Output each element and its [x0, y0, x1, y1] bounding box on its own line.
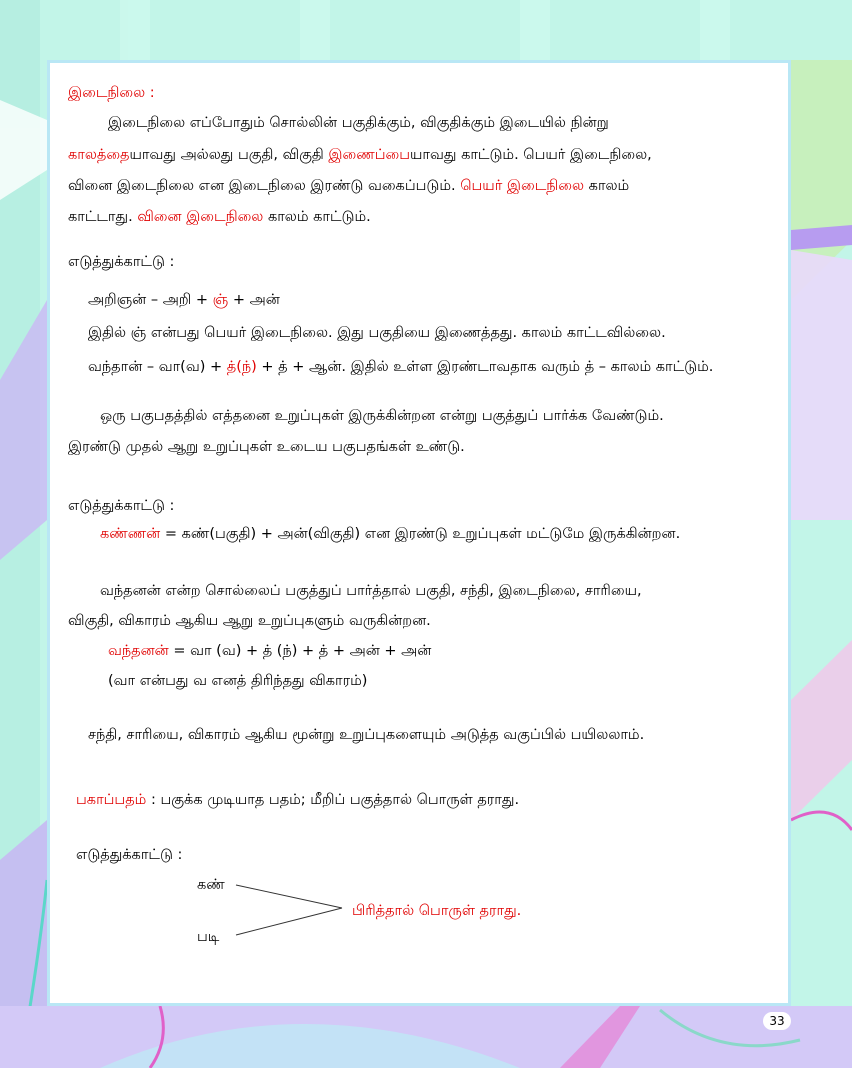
text-span: யாவது காட்டும். பெயர் இடைநிலை, [410, 147, 652, 163]
highlight-term: காலத்தை [68, 147, 130, 163]
text-span: : பகுக்க முடியாத பதம்; மீறிப் பகுத்தால் பொருள் தராது. [146, 792, 520, 808]
text-span: காட்டாது. [68, 209, 138, 225]
text-span: + அன் [228, 292, 280, 308]
example-word-padi: படி [197, 929, 220, 945]
text-span: = கண்(பகுதி) + அன்(விகுதி) என இரண்டு உறுப்புகள் மட்டுமே இருக்கின்றன. [160, 526, 681, 542]
highlight-term: ஞ் [212, 292, 229, 308]
highlight-term: பெயர் இடைநிலை [460, 178, 585, 194]
highlight-term: த்(ந்) [226, 359, 257, 375]
para3-line4: (வா என்பது வ எனத் திரிந்தது விகாரம்) [108, 673, 368, 689]
example1-line2: இதில் ஞ் என்பது பெயர் இடைநிலை. இது பகுதியை இணைத்தது. காலம் காட்டவில்லை. [88, 325, 666, 341]
text-span: வந்தான் – வா(வ) + [88, 359, 227, 375]
pakapatham-definition [76, 791, 519, 809]
text-span: அறிஞன் – அறி + [88, 292, 213, 308]
example2-line [100, 525, 680, 543]
highlight-term: பகாப்பதம் [76, 792, 147, 808]
para1-line3 [68, 177, 629, 195]
text-span: காலம் காட்டும். [263, 209, 371, 225]
example-result: பிரித்தால் பொருள் தராது. [352, 903, 522, 919]
para3-line3 [108, 642, 431, 660]
page-number: 33 [763, 1012, 791, 1030]
text-span: காலம் [584, 178, 630, 194]
highlight-term: வினை இடைநிலை [137, 209, 264, 225]
para2-line2: இரண்டு முதல் ஆறு உறுப்புகள் உடைய பகுபதங்கள் உண்டு. [68, 439, 465, 455]
bracket-lines [230, 878, 350, 942]
highlight-term: கண்ணன் [100, 526, 161, 542]
section-heading: இடைநிலை : [68, 85, 155, 101]
para2-line1: ஒரு பகுபதத்தில் எத்தனை உறுப்புகள் இருக்கின்றன என்று பகுத்துப் பார்க்க வேண்டும். [100, 408, 664, 424]
text-span: = வா (வ) + த் (ந்) + த் + அன் + அன் [168, 643, 432, 659]
example-label: எடுத்துக்காட்டு : [76, 847, 183, 863]
example1-line1 [88, 291, 280, 309]
para1-line2 [68, 146, 652, 164]
example1-line3 [88, 358, 713, 376]
highlight-term: வந்தனன் [108, 643, 169, 659]
example-label: எடுத்துக்காட்டு : [68, 254, 175, 270]
text-span: யாவது அல்லது பகுதி, விகுதி [129, 147, 329, 163]
para3-line2: விகுதி, விகாரம் ஆகிய ஆறு உறுப்புகளும் வருகின்றன. [68, 613, 431, 629]
text-span: வினை இடைநிலை என இடைநிலை இரண்டு வகைப்படும். [68, 178, 461, 194]
para1-line4 [68, 208, 371, 226]
example-label: எடுத்துக்காட்டு : [68, 498, 175, 514]
highlight-term: இணைப்பை [328, 147, 410, 163]
para4-line1: சந்தி, சாரியை, விகாரம் ஆகிய மூன்று உறுப்புகளையும் அடுத்த வகுப்பில் பயிலலாம். [88, 727, 645, 743]
para1-line1: இடைநிலை எப்போதும் சொல்லின் பகுதிக்கும், விகுதிக்கும் இடையில் நின்று [108, 115, 609, 131]
text-span: + த் + ஆன். இதில் உள்ள இரண்டாவதாக வரும் த் – காலம் காட்டும். [256, 359, 714, 375]
example-word-kan: கண் [197, 877, 225, 893]
para3-line1: வந்தனன் என்ற சொல்லைப் பகுத்துப் பார்த்தால் பகுதி, சந்தி, இடைநிலை, சாரியை, [100, 583, 642, 599]
